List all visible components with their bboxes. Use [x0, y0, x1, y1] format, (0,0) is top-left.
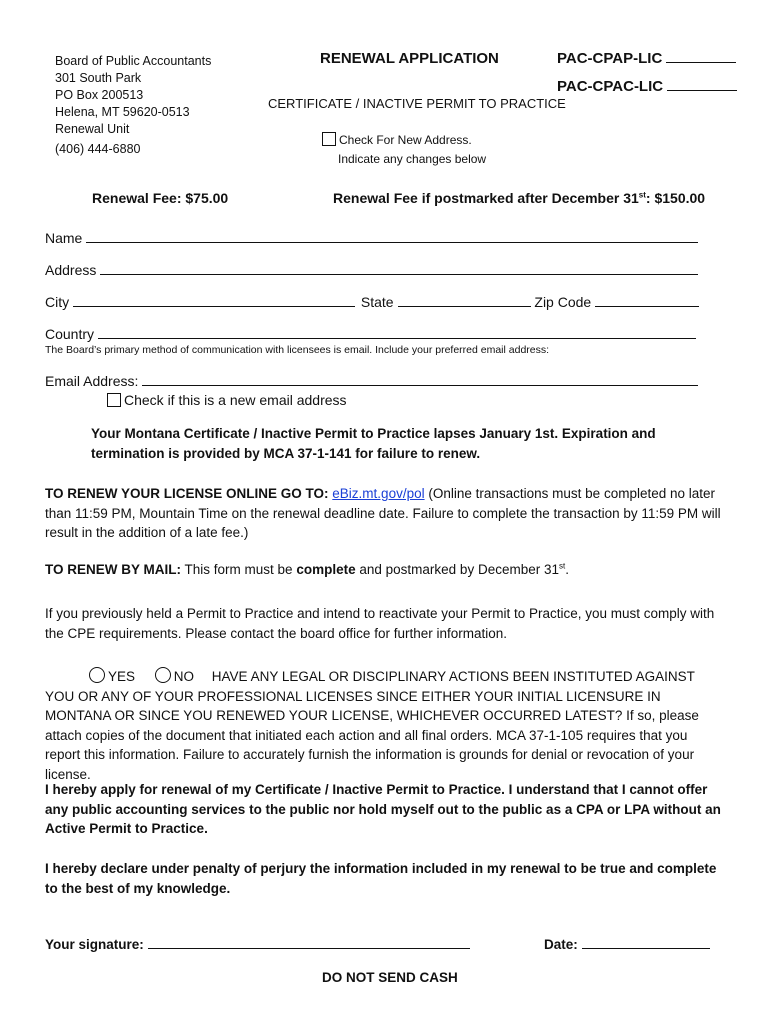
date-row: Date: [544, 936, 710, 952]
form-title: RENEWAL APPLICATION [320, 50, 499, 67]
address-field: Address [45, 262, 698, 278]
address-line: Helena, MT 59620-0513 [55, 105, 190, 119]
license-code-cpap: PAC-CPAP-LIC [557, 50, 736, 67]
board-address [55, 53, 211, 158]
yes-radio[interactable] [89, 667, 105, 683]
new-email-row: Check if this is a new email address [107, 392, 347, 408]
new-address-row: Check For New Address. [322, 132, 472, 147]
zip-input[interactable] [595, 294, 699, 307]
city-input[interactable] [73, 294, 355, 307]
city-state-zip-row: City State Zip Code [45, 294, 699, 310]
address-line: PO Box 200513 [55, 88, 144, 102]
signature-input[interactable] [148, 936, 470, 949]
country-field: Country [45, 326, 696, 342]
state-input[interactable] [398, 294, 531, 307]
name-field: Name [45, 230, 698, 246]
email-field: Email Address: [45, 373, 698, 389]
signature-row: Your signature: [45, 936, 470, 952]
no-radio[interactable] [155, 667, 171, 683]
indicate-changes-text: Indicate any changes below [338, 152, 487, 166]
address-line: 301 South Park [55, 71, 142, 85]
lapse-notice: Your Montana Certificate / Inactive Permit to Practice lapses January 1st. Expiration and termination is provided by MCA 37-1-141 for failure to renew. [91, 426, 656, 461]
renewal-fee: Renewal Fee: $75.00 [92, 190, 229, 206]
address-line: Board of Public Accountants [55, 54, 212, 68]
form-subtitle: CERTIFICATE / INACTIVE PERMIT TO PRACTICE [268, 96, 566, 111]
declaration-renewal: I hereby apply for renewal of my Certificate / Inactive Permit to Practice. I understand that I cannot offer any public accounting services to the public nor hold myself out to the public as a CPA or LPA without an Active Permit to Practice. [45, 782, 721, 836]
footer-warning: DO NOT SEND CASH [322, 970, 458, 985]
address-input[interactable] [100, 262, 698, 275]
new-email-checkbox[interactable] [107, 393, 121, 407]
legal-question: YES NO HAVE ANY LEGAL OR DISCIPLINARY ACTIONS BEEN INSTITUTED AGAINST YOU OR ANY OF YOUR PROFESSIONAL LICENSES SINCE EITHER YOUR INITIAL LICENSURE IN MONTANA OR SINCE YOU RENEWED YOUR LICENSE, WHICHEVER OCCURRED LATEST? If so, please attach copies of the document that initiated each action and all final orders. MCA 37-1-105 requires that you report this information. Failure to accurately furnish the information is grounds for denial or revocation of your license. [45, 669, 699, 782]
name-input[interactable] [86, 230, 698, 243]
code-blank[interactable] [666, 50, 736, 63]
cpe-paragraph: If you previously held a Permit to Practice and intend to reactivate your Permit to Practice, you must comply with the CPE requirements. Please contact the board office for further information. [45, 606, 715, 641]
online-renewal-link[interactable]: eBiz.mt.gov/pol [332, 486, 425, 501]
online-renewal-paragraph: TO RENEW YOUR LICENSE ONLINE GO TO: eBiz.mt.gov/pol (Online transactions must be completed no later than 11:59 PM, Mountain Time on the renewal deadline date. Failure to complete the transaction by 11:59 PM will result in the addition of a late fee.) [45, 486, 721, 540]
country-input[interactable] [98, 326, 696, 339]
email-input[interactable] [142, 373, 698, 386]
email-note: The Board’s primary method of communication with licensees is email. Include your preferred email address: [45, 344, 550, 356]
code-blank[interactable] [667, 78, 737, 91]
license-code-cpac: PAC-CPAC-LIC [557, 78, 737, 95]
date-input[interactable] [582, 936, 710, 949]
declaration-perjury: I hereby declare under penalty of perjury the information included in my renewal to be true and complete to the best of my knowledge. [45, 861, 717, 896]
board-phone: (406) 444-6880 [55, 142, 141, 156]
mail-renewal-paragraph: TO RENEW BY MAIL: This form must be complete and postmarked by December 31st. [45, 561, 569, 577]
address-line: Renewal Unit [55, 122, 130, 136]
late-renewal-fee: Renewal Fee if postmarked after December 31st: $150.00 [333, 190, 706, 206]
new-address-checkbox[interactable] [322, 132, 336, 146]
